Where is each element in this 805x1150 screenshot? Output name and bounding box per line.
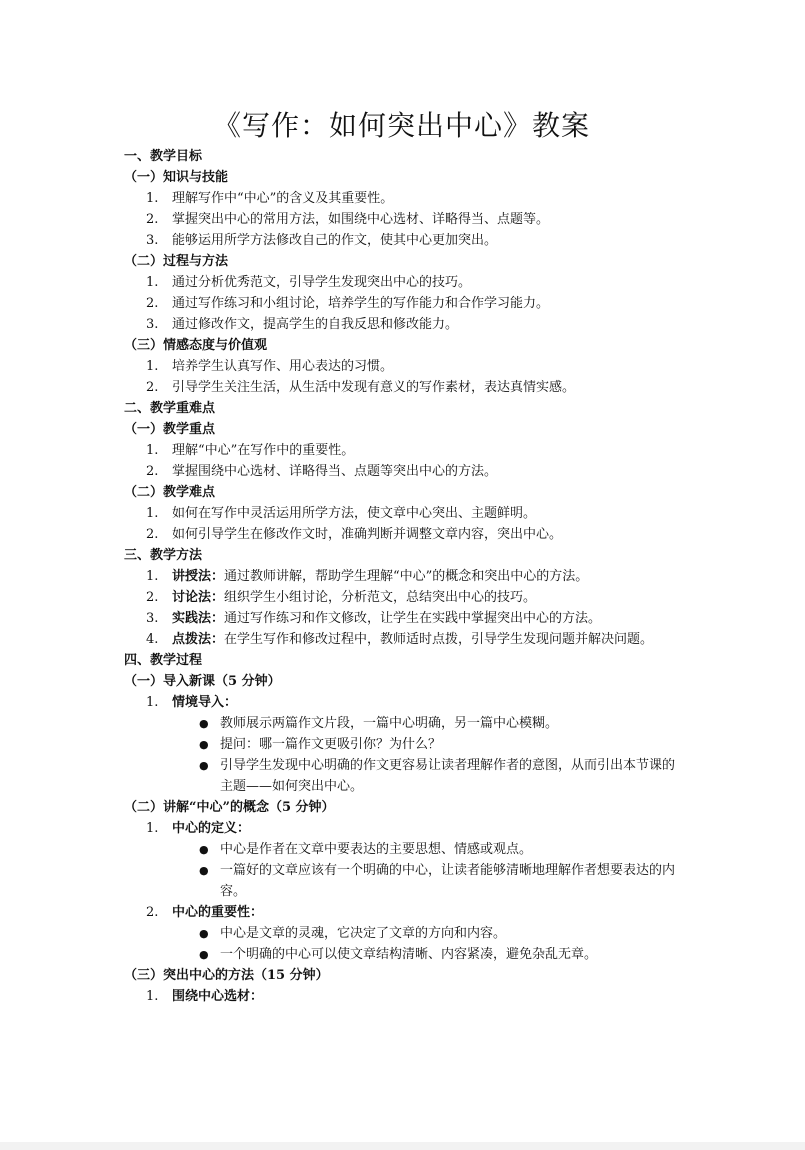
document-title: 《写作：如何突出中心》教案 — [212, 109, 590, 142]
item-number: 1. — [146, 275, 159, 290]
item-number: 2. — [146, 464, 159, 479]
item-term: 围绕中心选材： — [172, 989, 264, 1004]
item-term: 实践法： — [172, 611, 225, 626]
subsection-heading: （一）教学重点 — [124, 422, 216, 437]
item-text: 通过教师讲解，帮助学生理解“中心”的概念和突出中心的方法。 — [224, 569, 589, 584]
numbered-item — [124, 587, 685, 608]
numbered-item — [124, 692, 685, 713]
item-text: 理解写作中“中心”的含义及其重要性。 — [172, 191, 394, 206]
bullet-dot-icon: ● — [199, 738, 209, 751]
item-number: 2. — [146, 905, 159, 920]
item-text: 如何引导学生在修改作文时，准确判断并调整文章内容，突出中心。 — [172, 527, 563, 542]
item-text: 理解“中心”在写作中的重要性。 — [172, 443, 355, 458]
item-number: 1. — [146, 443, 159, 458]
item-term: 情境导入： — [172, 695, 238, 710]
item-text: 能够运用所学方法修改自己的作文，使其中心更加突出。 — [172, 233, 498, 248]
item-term: 中心的重要性： — [172, 905, 264, 920]
item-number: 1. — [146, 989, 159, 1004]
bullet-item — [124, 839, 685, 860]
item-number: 2. — [146, 590, 159, 605]
subsection-heading: （三）突出中心的方法（15 分钟） — [124, 968, 329, 983]
item-term: 讨论法： — [172, 590, 225, 605]
subsection-heading: （二）过程与方法 — [124, 254, 229, 269]
item-text: 通过分析优秀范文，引导学生发现突出中心的技巧。 — [172, 275, 472, 290]
document-body — [124, 146, 685, 1007]
numbered-item — [124, 461, 685, 482]
item-text: 组织学生小组讨论，分析范文，总结突出中心的技巧。 — [224, 590, 537, 605]
item-text: 培养学生认真写作、用心表达的习惯。 — [172, 359, 394, 374]
item-term: 中心的定义： — [172, 821, 251, 836]
item-number: 3. — [146, 233, 159, 248]
item-number: 3. — [146, 611, 159, 626]
bullet-item — [124, 755, 685, 797]
subsection-heading: （二）讲解“中心”的概念（5 分钟） — [124, 800, 335, 815]
section-heading: 四、教学过程 — [124, 653, 203, 668]
bullet-item — [124, 944, 685, 965]
item-text: 引导学生关注生活，从生活中发现有意义的写作素材，表达真情实感。 — [172, 380, 576, 395]
bullet-dot-icon: ● — [199, 717, 209, 730]
subsection-heading: （一）导入新课（5 分钟） — [124, 674, 281, 689]
bullet-text: 提问：哪一篇作文更吸引你？为什么？ — [220, 737, 442, 752]
item-number: 3. — [146, 317, 159, 332]
numbered-item — [124, 356, 685, 377]
subsection-heading: （二）教学难点 — [124, 485, 216, 500]
numbered-item — [124, 209, 685, 230]
item-text: 通过写作练习和小组讨论，培养学生的写作能力和合作学习能力。 — [172, 296, 550, 311]
bullet-text: 引导学生发现中心明确的作文更容易让读者理解作者的意图，从而引出本节课的主题——如何突出中心。 — [220, 758, 676, 794]
item-text: 如何在写作中灵活运用所学方法，使文章中心突出、主题鲜明。 — [172, 506, 537, 521]
section-heading: 二、教学重难点 — [124, 401, 216, 416]
item-number: 2. — [146, 296, 159, 311]
item-number: 2. — [146, 212, 159, 227]
bullet-item — [124, 923, 685, 944]
item-number: 4. — [146, 632, 159, 647]
item-text: 掌握突出中心的常用方法，如围绕中心选材、详略得当、点题等。 — [172, 212, 550, 227]
item-number: 2. — [146, 527, 159, 542]
bullet-item — [124, 734, 685, 755]
bullet-dot-icon: ● — [199, 843, 209, 856]
numbered-item — [124, 188, 685, 209]
item-text: 通过修改作文，提高学生的自我反思和修改能力。 — [172, 317, 459, 332]
item-number: 1. — [146, 695, 159, 710]
section-heading: 三、教学方法 — [124, 548, 203, 563]
numbered-item — [124, 314, 685, 335]
bullet-text: 中心是文章的灵魂，它决定了文章的方向和内容。 — [220, 926, 507, 941]
item-text: 通过写作练习和作文修改，让学生在实践中掌握突出中心的方法。 — [224, 611, 602, 626]
numbered-item — [124, 440, 685, 461]
item-text: 掌握围绕中心选材、详略得当、点题等突出中心的方法。 — [172, 464, 498, 479]
numbered-item — [124, 230, 685, 251]
subsection-heading: （一）知识与技能 — [124, 170, 229, 185]
bullet-dot-icon: ● — [199, 759, 209, 772]
section-heading: 一、教学目标 — [124, 149, 203, 164]
item-number: 1. — [146, 359, 159, 374]
numbered-item — [124, 293, 685, 314]
numbered-item — [124, 524, 685, 545]
bullet-text: 教师展示两篇作文片段，一篇中心明确，另一篇中心模糊。 — [220, 716, 559, 731]
bullet-text: 一篇好的文章应该有一个明确的中心，让读者能够清晰地理解作者想要表达的内容。 — [220, 863, 676, 899]
numbered-item — [124, 818, 685, 839]
subsection-heading: （三）情感态度与价值观 — [124, 338, 268, 353]
numbered-item — [124, 377, 685, 398]
item-number: 1. — [146, 569, 159, 584]
bullet-dot-icon: ● — [199, 864, 209, 877]
item-number: 1. — [146, 506, 159, 521]
bullet-dot-icon: ● — [199, 927, 209, 940]
numbered-item — [124, 629, 685, 650]
numbered-item — [124, 503, 685, 524]
numbered-item — [124, 986, 685, 1007]
item-term: 点拨法： — [172, 632, 225, 647]
numbered-item — [124, 608, 685, 629]
bullet-text: 一个明确的中心可以使文章结构清晰、内容紧凑，避免杂乱无章。 — [220, 947, 598, 962]
item-number: 2. — [146, 380, 159, 395]
numbered-item — [124, 902, 685, 923]
numbered-item — [124, 272, 685, 293]
numbered-item — [124, 566, 685, 587]
bullet-item — [124, 860, 685, 902]
bullet-text: 中心是作者在文章中要表达的主要思想、情感或观点。 — [220, 842, 533, 857]
bullet-dot-icon: ● — [199, 948, 209, 961]
item-text: 在学生写作和修改过程中，教师适时点拨，引导学生发现问题并解决问题。 — [224, 632, 654, 647]
item-number: 1. — [146, 821, 159, 836]
item-number: 1. — [146, 191, 159, 206]
bullet-item — [124, 713, 685, 734]
item-term: 讲授法： — [172, 569, 225, 584]
